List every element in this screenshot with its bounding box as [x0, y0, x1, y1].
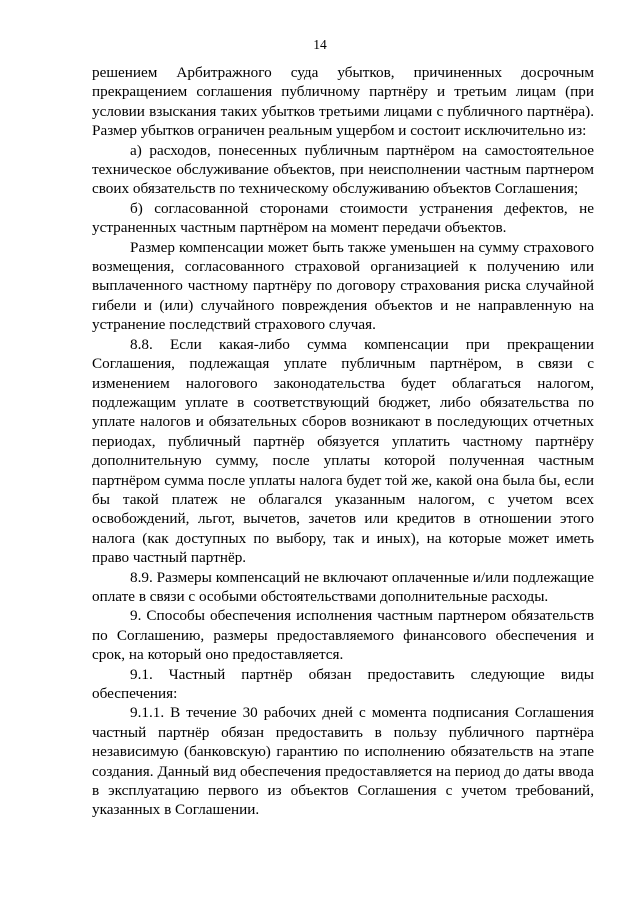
paragraph-item-b: б) согласованной сторонами стоимости устранения дефектов, не устраненных частным партнёром на момент передачи объектов. [92, 199, 594, 237]
paragraph-clause-8-8: 8.8. Если какая-либо сумма компенсации при прекращении Соглашения, подлежащая уплате публичным партнёром, в связи с изменением налогового законодательства будет облагаться налогом, подлежащим уплате в соответствующий бюджет, либо обязательства по уплате налогов и обязательных сборов возникают в последующих отчетных периодах, публичный партнёр обязуется уплатить частному партнёру дополнительную сумму, после уплаты которой полученная частным партнёром сумма после уплаты налога будет той же, какой она была бы, если бы такой платеж не облагался указанным налогом, с учетом всех освобождений, льгот, вычетов, зачетов или кредитов в отношении этого налога (как доступных по выбору, так и иных), на которые может иметь право частный партнёр. [92, 335, 594, 567]
paragraph-clause-9-1: 9.1. Частный партнёр обязан предоставить следующие виды обеспечения: [92, 665, 594, 702]
page-number: 14 [313, 37, 327, 52]
document-body [92, 63, 594, 820]
paragraph-clause-8-9: 8.9. Размеры компенсаций не включают оплаченные и/или подлежащие оплате в связи с особыми обстоятельствами дополнительные расходы. [92, 568, 594, 605]
paragraph-damages-continuation: решением Арбитражного суда убытков, причиненных досрочным прекращением соглашения публичному партнёру и третьим лицам (при условии взыскания таких убытков третьими лицами с публичного партнёра). Размер убытков ограничен реальным ущербом и состоит исключительно из: [92, 64, 594, 140]
paragraph-item-a: а) расходов, понесенных публичным партнёром на самостоятельное техническое обслуживание объектов, при неисполнении частным партнером своих обязательств по техническому обслуживанию объектов Соглашения; [92, 141, 594, 198]
paragraph-compensation-reduction: Размер компенсации может быть также уменьшен на сумму страхового возмещения, согласованного страховой организацией к получению или выплаченного частному партнёру по договору страхования риска случайной гибели и (или) случайного повреждения объектов и не направленную на устранение последствий страхового случая. [92, 238, 594, 334]
paragraph-clause-9-1-1: 9.1.1. В течение 30 рабочих дней с момента подписания Соглашения частный партнёр обязан предоставить в пользу публичного партнёра независимую (банковскую) гарантию по исполнению обязательств на этапе создания. Данный вид обеспечения предоставляется на период до даты ввода в эксплуатацию первого из объектов Соглашения с учетом требований, указанных в Соглашении. [92, 704, 594, 819]
section-heading-9: 9. Способы обеспечения исполнения частным партнером обязательств по Соглашению, размеры предоставляемого финансового обеспечения и срок, на который оно предоставляется. [92, 607, 594, 664]
